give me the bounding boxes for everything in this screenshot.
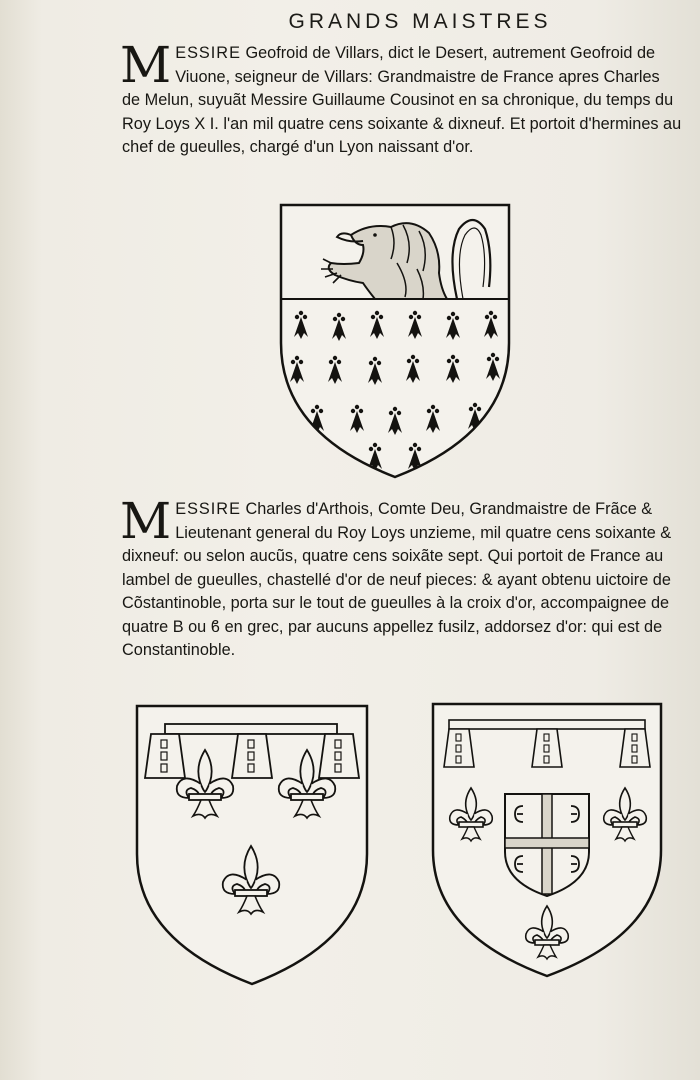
arthois-coat-of-arms-constantinople — [431, 702, 663, 978]
drop-cap: M — [120, 36, 172, 94]
arthois-coat-of-arms-france-label — [135, 704, 369, 986]
entry-lead-word: ESSIRE — [175, 44, 241, 62]
running-title: GRANDS MAISTRES — [288, 10, 552, 33]
entry-villars — [120, 36, 682, 160]
show-through-shadow — [510, 370, 700, 433]
drop-cap: M — [120, 492, 172, 550]
villars-coat-of-arms — [279, 203, 511, 479]
entry-text: Geofroid de Villars, dict le Desert, autrement Geofroid de Viuone, seigneur de Villars: Grandmaistre de France apres Charles de Melun, suyuãt Messire Guillaume Cousinot en sa chronique, du temps du Roy Loys X I. l'an mil quatre cens soixante & dixneuf. Et portoit d'hermines au chef de gueulles, chargé d'un Lyon naissant d'or. — [122, 44, 682, 156]
entry-text: Charles d'Arthois, Comte Deu, Grandmaistre de Frãce & Lieutenant general du Roy Loys unzieme, mil quatre cens soixante & dixneuf: ou selon aucũs, quatre cens soixãte sept. Qui portoit de France au lambel de gueulles, chastellé d'or de neuf pieces: & ayant obtenu uictoire de Cõstantinoble, porta sur le tout de gueulles à la croix d'or, accompaignee de quatre B ou ϐ en grec, par aucuns appellez fusilz, addorsez d'or: qui est de Constantinoble. — [122, 500, 672, 659]
entry-arthois — [120, 492, 682, 663]
entry-lead-word: ESSIRE — [175, 500, 241, 518]
